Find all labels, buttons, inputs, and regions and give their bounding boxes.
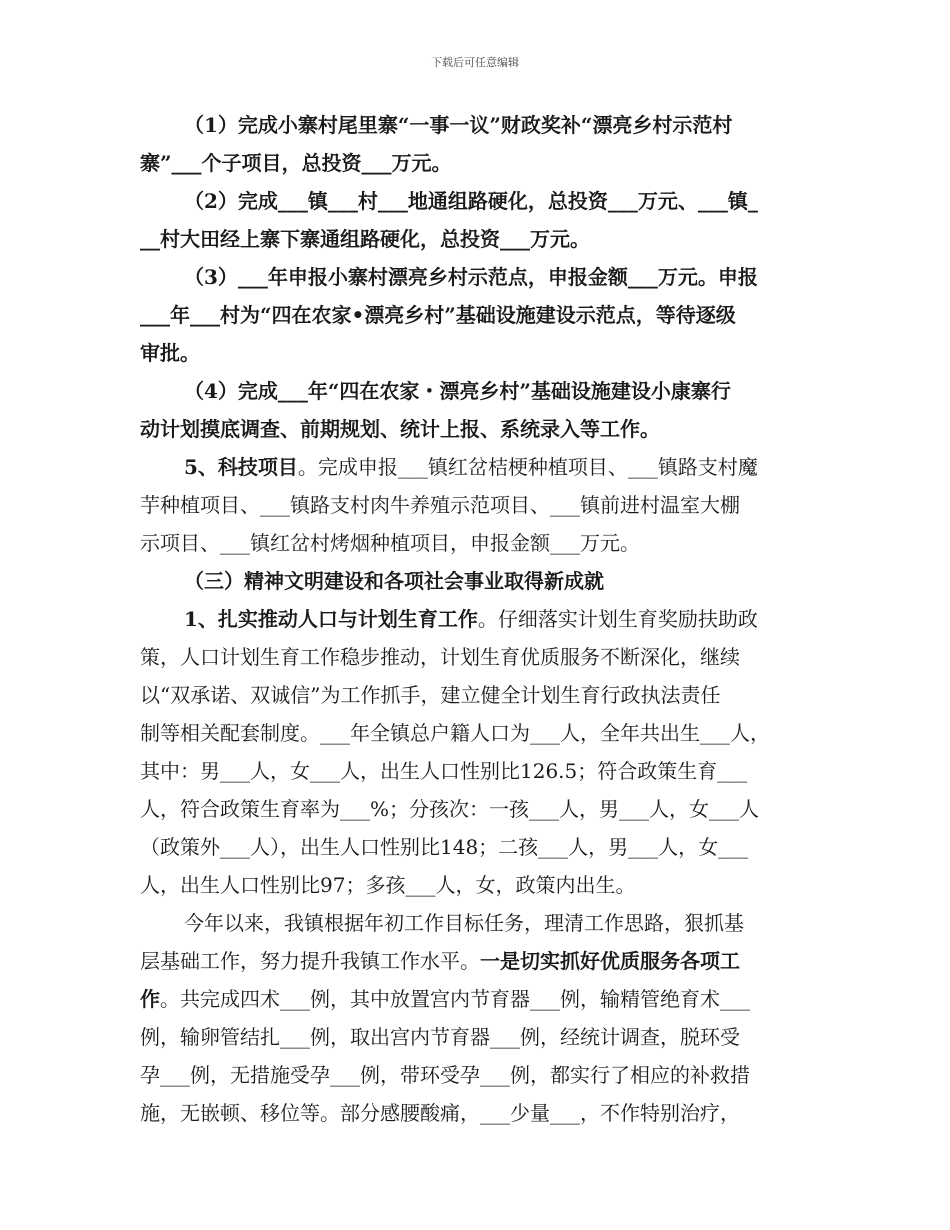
line-text: 以“双承诺、双诚信”为工作抓手，建立健全计划生育行政执法责任 (140, 683, 721, 707)
line-text: 制等相关配套制度。___年全镇总户籍人口为___人，全年共出生___人， (140, 721, 770, 745)
line-text: 其中：男___人，女___人，出生人口性别比126.5；符合政策生育___ (140, 759, 748, 783)
line-text: 今年以来，我镇根据年初工作目标任务，理清工作思路，狠抓基 (184, 911, 744, 935)
line-text: ___年___村为“四在农家•漂亮乡村”基础设施建设示范点，等待逐级 (140, 303, 736, 327)
text-line (140, 904, 820, 942)
text-line (140, 752, 820, 790)
line-text: （2）完成___镇___村___地通组路硬化，总投资___万元、___镇_ (184, 189, 758, 213)
line-text: 人，出生人口性别比97；多孩___人，女，政策内出生。 (140, 873, 636, 897)
line-text: 动计划摸底调查、前期规划、统计上报、系统录入等工作。 (140, 417, 660, 441)
text-line (140, 600, 820, 638)
text-line (140, 182, 820, 220)
bold-heading: 1、扎实推动人口与计划生育工作 (184, 607, 478, 631)
text-line (140, 1094, 820, 1132)
bold-heading: 作 (140, 987, 160, 1011)
line-text: 策，人口计划生育工作稳步推动，计划生育优质服务不断深化，继续 (140, 645, 740, 669)
text-line (140, 106, 820, 144)
page-header: 下载后可任意编辑 (431, 56, 519, 69)
text-line (140, 334, 820, 372)
text-line (140, 866, 820, 904)
text-line (140, 486, 820, 524)
line-text: （3）___年申报小寨村漂亮乡村示范点，申报金额___万元。申报 (184, 265, 758, 289)
text-line (140, 410, 820, 448)
line-text: （三）精神文明建设和各项社会事业取得新成就 (184, 569, 604, 593)
text-line (140, 790, 820, 828)
line-text: 人，符合政策生育率为___%；分孩次：一孩___人，男___人，女___人 (140, 797, 760, 821)
text-line (140, 638, 820, 676)
text-line (140, 562, 820, 600)
text-line (140, 980, 820, 1018)
line-text: 示项目、___镇红岔村烤烟种植项目，申报金额___万元。 (140, 531, 640, 555)
line-text: 芋种植项目、___镇路支村肉牛养殖示范项目、___镇前进村温室大棚 (140, 493, 740, 517)
text-line (140, 372, 820, 410)
text-line (140, 220, 820, 258)
bold-emphasis: 一是切实抓好优质服务各项工 (480, 949, 740, 973)
line-text: 。完成申报___镇红岔桔梗种植项目、___镇路支村魔 (297, 455, 758, 479)
line-text: 审批。 (140, 341, 200, 365)
line-text: 。仔细落实计划生育奖励扶助政 (477, 607, 758, 631)
text-line (140, 258, 820, 296)
line-text: 例，输卵管结扎___例，取出宫内节育器___例，经统计调查，脱环受 (140, 1025, 740, 1049)
line-text: 寨”___个子项目，总投资___万元。 (140, 151, 452, 175)
document-body (140, 106, 820, 1132)
text-line (140, 524, 820, 562)
line-text: （1）完成小寨村尾里寨“一事一议”财政奖补“漂亮乡村示范村 (184, 113, 733, 137)
line-text: 。共完成四术___例，其中放置宫内节育器___例，输精管绝育术___ (160, 987, 750, 1011)
line-text: （4）完成___年“四在农家・漂亮乡村”基础设施建设小康寨行 (184, 379, 731, 403)
text-line (140, 1018, 820, 1056)
line-text: 孕___例，无措施受孕___例，带环受孕___例，都实行了相应的补救措 (140, 1063, 750, 1087)
line-text: __村大田经上寨下寨通组路硬化，总投资___万元。 (140, 227, 590, 251)
text-line (140, 942, 820, 980)
text-line (140, 676, 820, 714)
text-line (140, 144, 820, 182)
text-line (140, 448, 820, 486)
line-text: 层基础工作，努力提升我镇工作水平。 (140, 949, 480, 973)
line-text: （政策外___人），出生人口性别比148；二孩___人，男___人，女___ (140, 835, 749, 859)
line-text: 施，无嵌顿、移位等。部分感腰酸痛，___少量___，不作特别治疗， (140, 1101, 740, 1125)
bold-heading: 5、科技项目 (184, 455, 298, 479)
text-line (140, 296, 820, 334)
text-line (140, 714, 820, 752)
text-line (140, 828, 820, 866)
text-line (140, 1056, 820, 1094)
